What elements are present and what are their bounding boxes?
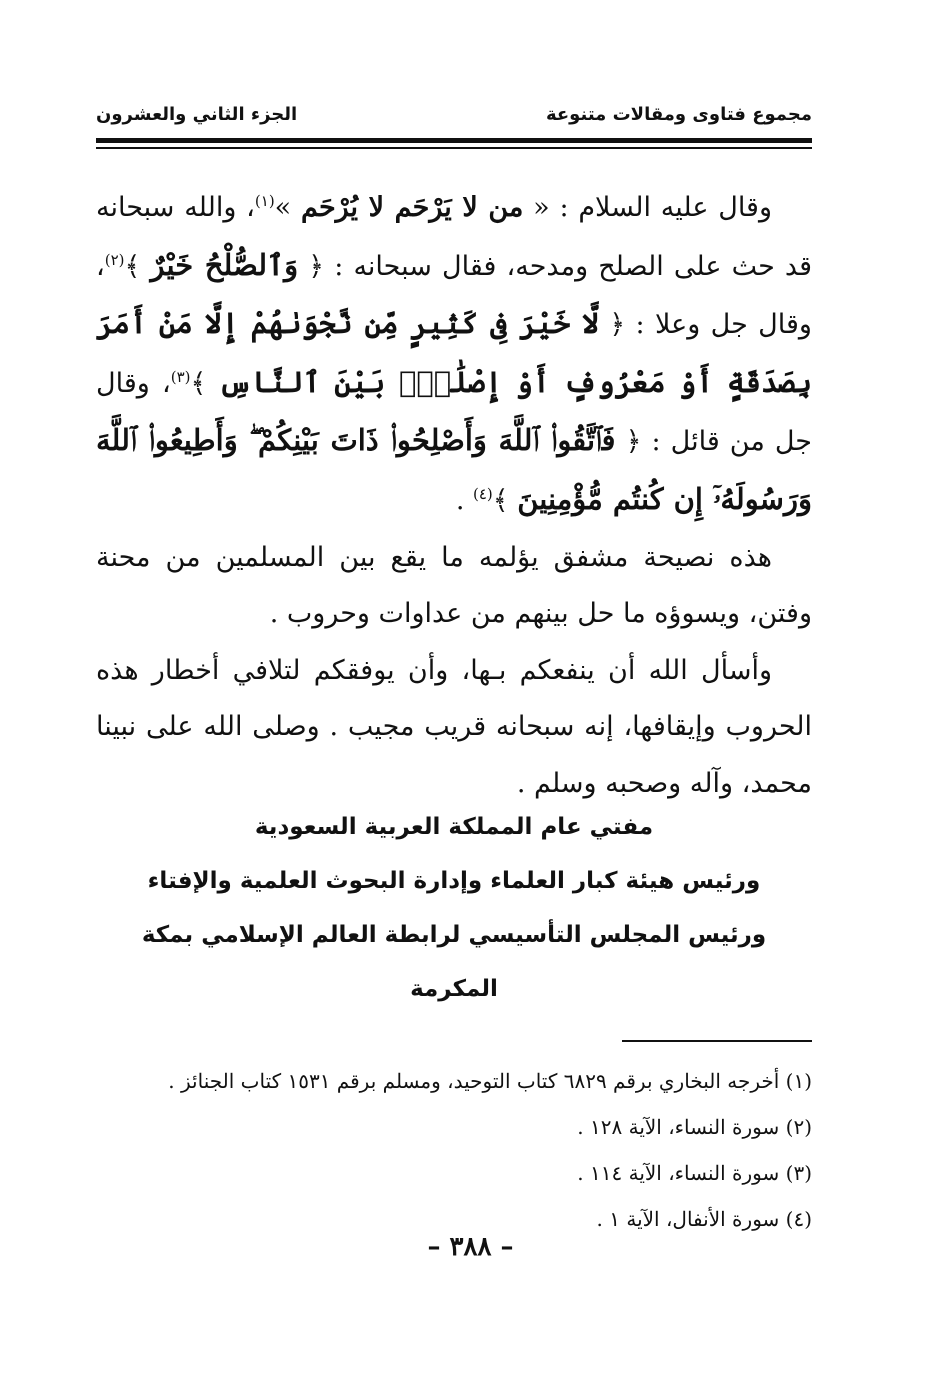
volume-label: الجزء الثاني والعشرون	[96, 104, 298, 125]
page-number: – ٣٨٨ –	[427, 1232, 514, 1262]
footnote-4: (٤) سورة الأنفال، الآية ١ .	[596, 1207, 812, 1231]
footnote-marker-2: (٢)	[104, 250, 125, 269]
main-text	[96, 180, 812, 813]
paragraph-3: وأسأل الله أن ينفعكم بـها، وأن يوفقكم لتلافي أخطار هذه الحروب وإيقافها، إنه سبحانه قريب مجيب . وصلى الله على نبينا محمد، وآله وصحبه وسلم .	[96, 654, 812, 799]
book-title: مجموع فتاوى ومقالات متنوعة	[545, 104, 812, 125]
text-run: ، وقال جل وعلا : ﴿	[96, 250, 812, 341]
paragraph-1	[96, 180, 812, 530]
signature-line-3: ورئيس المجلس التأسيسي لرابطة العالم الإسلامي بمكة المكرمة	[141, 922, 767, 1002]
quran-verse-2: لَّا خَيْرَ فِى كَثِيرٍ مِّن نَّجْوَىٰهُمْ إِلَّا مَنْ أَمَرَ بِصَدَقَةٍ أَوْ مَعْرُوفٍ أَوْ إِصْلَٰحٍۭ بَيْنَ ٱلنَّاسِ	[96, 306, 812, 399]
paragraph-2: هذه نصيحة مشفق يؤلمه ما يقع بين المسلمين من محنة وفتن، ويسوؤه ما حل بينهم من عداوات وحروب .	[96, 541, 812, 630]
running-header	[96, 100, 812, 136]
footnote-marker-3: (٣)	[170, 367, 191, 386]
signature-block	[96, 800, 812, 1016]
footnotes	[96, 1058, 812, 1242]
text-run: ، وقال جل من قائل : ﴿	[96, 367, 812, 458]
footnote-separator	[622, 1040, 812, 1042]
quran-verse-1: وَٱلصُّلْحُ خَيْرٌ	[150, 247, 299, 282]
text-run: .	[455, 484, 473, 516]
header-rule-thick	[96, 138, 812, 143]
footnote-marker-1: (١)	[254, 192, 275, 210]
quran-verse-3: فَٱتَّقُوا۟ ٱللَّهَ وَأَصْلِحُوا۟ ذَاتَ بَيْنِكُمْ ۖ وَأَطِيعُوا۟ ٱللَّهَ وَرَسُولَهُۥٓ إِن كُنتُم مُّؤْمِنِينَ	[96, 423, 812, 516]
footnote-2: (٢) سورة النساء، الآية ١٢٨ .	[577, 1115, 812, 1139]
hadith-quote: من لا يَرْحَم لا يُرْحَم	[300, 192, 524, 223]
signature-line-1: مفتي عام المملكة العربية السعودية	[254, 814, 654, 840]
text-run: ﴾	[124, 250, 151, 282]
footnote-3: (٣) سورة النساء، الآية ١١٤ .	[577, 1161, 812, 1185]
text-run: ﴾	[190, 367, 219, 399]
text-run: »	[274, 192, 301, 223]
footnote-1: (١) أخرجه البخاري برقم ٦٨٢٩ كتاب التوحيد، ومسلم برقم ١٥٣١ كتاب الجنائز .	[168, 1069, 812, 1093]
footnote-marker-4: (٤)	[473, 484, 493, 503]
signature-line-2: ورئيس هيئة كبار العلماء وإدارة البحوث العلمية والإفتاء	[147, 868, 761, 894]
header-rule-thin	[96, 147, 812, 149]
text-run: ﴾	[492, 484, 518, 516]
text-run: وقال عليه السلام : «	[523, 192, 772, 223]
text-run: ، والله سبحانه قد حث على الصلح ومدحه، فقال سبحانه : ﴿	[96, 192, 813, 282]
